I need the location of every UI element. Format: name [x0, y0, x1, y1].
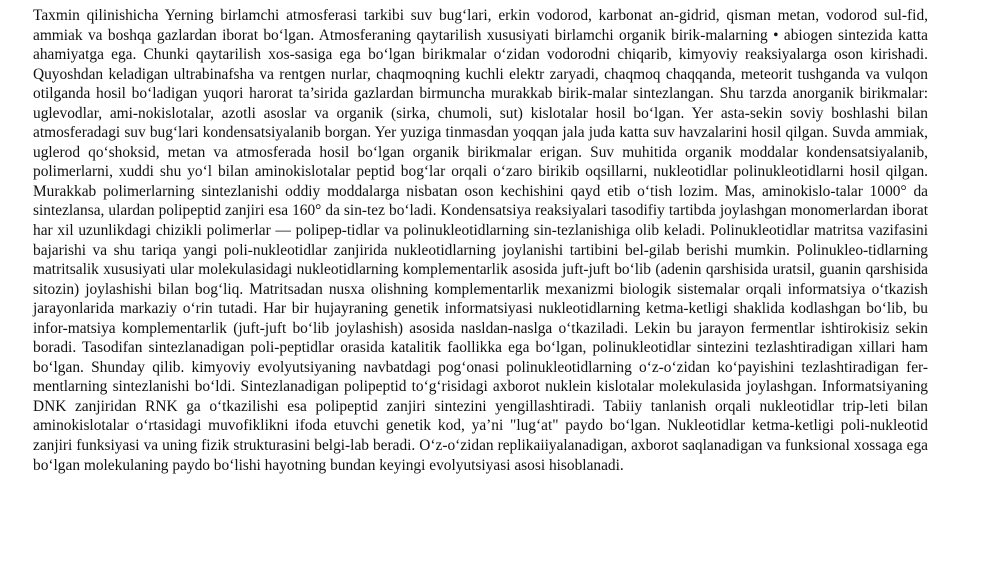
document-page [33, 6, 928, 475]
body-paragraph: Taxmin qilinishicha Yerning birlamchi atmosferasi tarkibi suv bug‘lari, erkin vodorod, karbonat an-gidrid, qisman metan, vodorod sul-fid, ammiak va boshqa gazlardan iborat bo‘lgan. Atmosferaning qaytarilish xususiyati birlamchi organik birik-malarning • abiogen sintezida katta ahamiyatga ega. Chunki qaytarilish xos-sasiga ega bo‘lgan birikmalar o‘zidan vodorodni chiqarib, kimyoviy reaksiyalarga oson kirishadi. Quyoshdan keladigan ultrabinafsha va rentgen nurlar, chaqmoqning kuchli elektr zaryadi, chaqmoq chaqqanda, meteorit tushganda va vulqon otilganda hosil bo‘ladigan yuqori harorat ta’sirida gazlardan birmuncha murakkab birik-malar sintezlangan. Shu tarzda anorganik birikmalar: uglevodlar, ami-nokislotalar, azotli asoslar va organik (sirka, chumoli, sut) kislotalar hosil bo‘lgan. Yer asta-sekin soviy boshlashi bilan atmosferadagi suv bug‘lari kondensatsiyalanib borgan. Yer yuziga tinmasdan yoqqan jala juda katta suv havzalarini hosil qilgan. Suvda ammiak, uglerod qo‘shoksid, metan va atmosferada hosil bo‘lgan organik birikmalar erigan. Suv muhitida organik moddalar kondensatsiyalanib, polimerlarni, xuddi shu yo‘l bilan aminokislotalar peptid bog‘lar orqali o‘zaro birikib oqsillarni, nukleotidlar polinukleotidlarni hosil qilgan. Murakkab polimerlarning sintezlanishi oddiy moddalarga nisbatan oson kechishini qayd etib o‘tish lozim. Mas, aminokislo-talar 1000° da sintezlansa, ulardan polipeptid zanjiri esa 160° da sin-tez bo‘ladi. Kondensatsiya reaksiyalari tasodifiy tartibda joylashgan monomerlardan iborat har xil uzunlikdagi chizikli polimerlar — polipep-tidlar va polinukleotidlarning sin-tezlanishiga olib keladi. Polinukleotidlar matritsa vazifasini bajarishi va shu tariqa yangi poli-nukleotidlar zanjirida nukleotidlarning joylanishi tartibini bel-gilab berishi mumkin. Polinukleo-tidlarning matritsalik xususiyati ular molekulasidagi nukleotidlarning komplementarlik asosida juft-juft bo‘lib (adenin qarshisida uratsil, guanin qarshisida sitozin) joylashishi bilan bog‘liq. Matritsadan nusxa olishning komplementarlik mexanizmi biologik sistemalar orqali informatsiya o‘tkazish jarayonlarida markaziy o‘rin tutadi. Har bir hujayraning genetik informatsiyasi nukleotidlarning ketma-ketligi shaklida kodlashgan bo‘lib, bu infor-matsiya komplementarlik (juft-juft bo‘lib joylashish) asosida nasldan-naslga o‘tkaziladi. Lekin bu jarayon fermentlar ishtirokisiz sekin boradi. Tasodifan sintezlanadigan poli-peptidlar orasida katalitik faollikka ega bo‘lgan, polinukleotidlar sintezini tezlashtiradigan xillari ham bo‘lgan. Shunday qilib. kimyoviy evolyutsiyaning navbatdagi pog‘onasi polinukleotidlarning o‘z-o‘zidan ko‘payishini tezlashtiradigan fer-mentlarning sintezlanishi bo‘ldi. Sintezlanadigan polipeptid to‘g‘risidagi axborot nuklein kislotalar molekulasida joylashgan. Informatsiyaning DNK zanjiridan RNK ga o‘tkazilishi esa polipeptid zanjiri sintezini yengillashtiradi. Tabiiy tanlanish orqali nukleotidlar trip-leti bilan aminokislotalar o‘rtasidagi muvofiklikni ifoda etuvchi genetik kod, ya’ni "lug‘at" paydo bo‘lgan. Nukleotidlar ketma-ketligi poli-nukleotid zanjiri funksiyasi va uning fizik strukturasini belgi-lab beradi. O‘z-o‘zidan replikaiiyalanadigan, axborot saqlanadigan va funksional xossaga ega bo‘lgan molekulaning paydo bo‘lishi hayotning bundan keyingi evolyutsiyasi asosi hisoblanadi. [33, 7, 928, 474]
